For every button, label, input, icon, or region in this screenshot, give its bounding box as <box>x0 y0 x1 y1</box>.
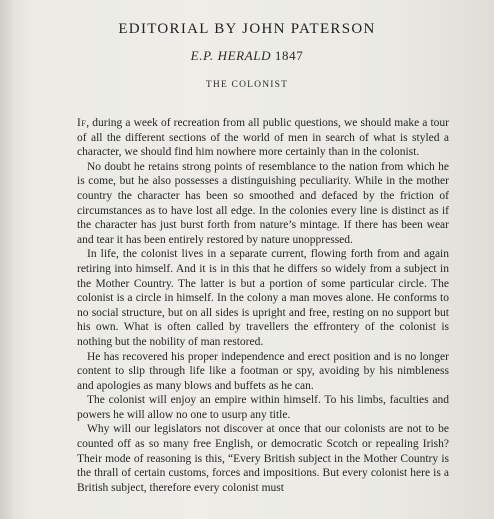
paragraph: The colonist will enjoy an empire within himself. To his limbs, faculties and powers he will allow no one to usurp any title. <box>77 394 449 421</box>
page-gutter-shadow <box>0 0 14 519</box>
paragraph: Why will our legislators not discover at once that our colonists are not to be counted off as so many free English, or democratic Scotch or repealing Irish? Their mode of reasoning is this, “Every British subject in the Mother Country is the thrall of certain customs, forces and impositions. But every colonist here is a British subject, therefore every colonist must <box>77 423 449 494</box>
paragraph: If, during a week of recreation from all public questions, we should make a tour of all the different sections of the world of men in search of what is styled a character, we should find him nowhere more certainly than in the colonist. <box>77 117 449 159</box>
publication-year: 1847 <box>274 48 304 63</box>
paragraph: In life, the colonist lives in a separate current, flowing forth from and again retiring into himself. And it is in this that he differs so widely from a subject in the Mother Country. The latter is but a portion of some particular circle. The colonist is a circle in himself. In the colony a man moves alone. He conforms to no social structure, but on all sides is upright and free, resting on no support but his own. What is often called by travellers the effrontery of the colonist is nothing but the nobility of man restored. <box>77 248 449 348</box>
section-title: THE COLONIST <box>205 80 289 90</box>
article-body <box>77 116 449 495</box>
publication-name: E.P. HERALD <box>190 48 272 63</box>
publication-line <box>0 48 494 64</box>
paragraph: He has recovered his proper independence and erect position and is no longer content to slip through life like a footman or spy, avoiding by his nimbleness and apologies as many blows and buffets as he can. <box>77 350 449 392</box>
page-heading: EDITORIAL BY JOHN PATERSON <box>118 21 376 37</box>
paragraph: No doubt he retains strong points of resemblance to the nation from which he is come, but he also possesses a distinguishing peculiarity. While in the mother country the character has been so smoothed and defaced by the friction of circumstances as to have lost all edge. In the colonies every line is distinct as if the character has just burst forth from nature’s mintage. If there has been wear and tear it has been entirely restored by nature unoppressed. <box>77 160 449 246</box>
drop-lead: If <box>77 117 87 129</box>
